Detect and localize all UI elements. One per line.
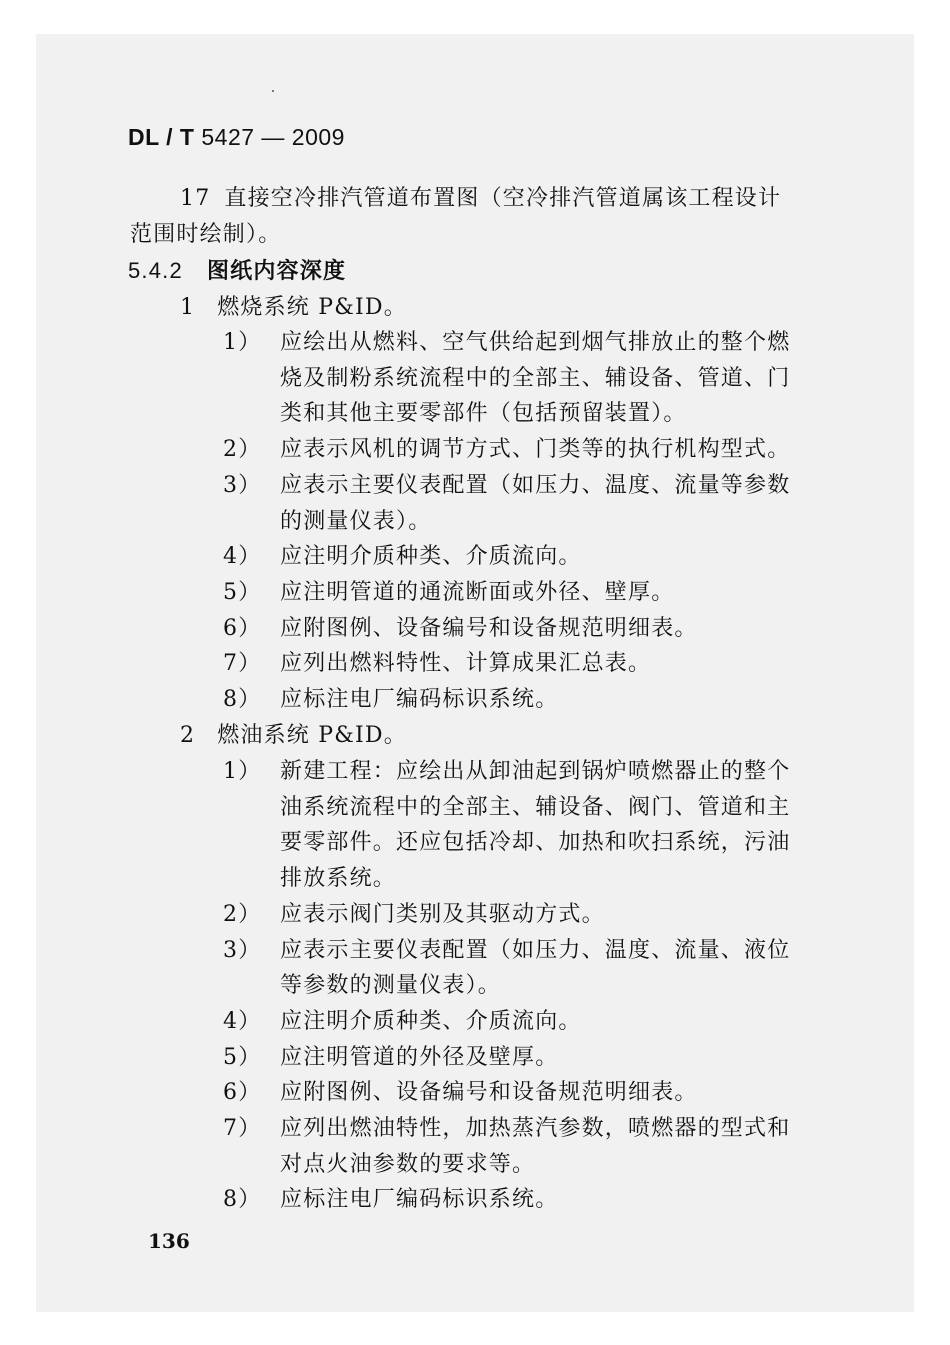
list-item-text: 应注明管道的外径及壁厚。 [280,1044,559,1070]
list-item-number: 2） [223,437,262,463]
list-item-text: 应表示主要仪表配置（如压力、温度、流量、液位 [280,937,791,963]
item-17-line-2: 范围时绘制）。 [130,222,282,247]
scan-speck [272,90,274,92]
list-item-number: 7） [223,651,262,677]
sub-2-heading [180,721,407,751]
list-item-text: 的测量仪表）。 [280,508,432,534]
list-item-text: 应标注电厂编码标识系统。 [280,687,559,712]
section-number: 5.4.2 [128,258,183,283]
list-item-text: 等参数的测量仪表）。 [280,973,502,999]
sub-2-title: 燃油系统 P&ID。 [217,723,407,748]
standard-prefix: DL / T [128,124,195,150]
list-item-text: 新建工程：应绘出从卸油起到锅炉喷燃器止的整个 [280,759,791,784]
list-item-text: 应注明介质种类、介质流向。 [280,1008,582,1034]
standard-header [128,124,345,151]
list-item-number: 3） [223,937,262,963]
list-item-number: 2） [223,901,262,927]
list-item-text: 应附图例、设备编号和设备规范明细表。 [280,615,698,641]
item-17-line-1 [180,184,781,214]
sub-1-number: 1 [180,295,196,320]
list-item-text: 烧及制粉系统流程中的全部主、辅设备、管道、门 [280,365,791,391]
standard-code: 5427 — 2009 [201,124,345,150]
item-17-number: 17 [180,186,211,211]
list-item-text: 应附图例、设备编号和设备规范明细表。 [280,1080,698,1106]
sub-2-number: 2 [180,723,196,748]
list-item-number: 5） [223,579,262,605]
list-item-text: 应列出燃油特性，加热蒸汽参数，喷燃器的型式和 [280,1116,791,1141]
list-item-number: 8） [223,687,262,712]
list-item-text: 对点火油参数的要求等。 [280,1151,536,1177]
sub-1-title: 燃烧系统 P&ID。 [217,295,407,320]
list-item-text: 要零部件。还应包括冷却、加热和吹扫系统，污油 [280,830,791,856]
list-item-number: 4） [223,544,262,570]
section-heading [128,256,346,286]
list-item-number: 3） [223,472,262,498]
list-item-text: 应表示主要仪表配置（如压力、温度、流量等参数 [280,472,791,498]
list-item-number: 5） [223,1044,262,1070]
list-item-text: 排放系统。 [280,866,397,892]
item-17-text: 直接空冷排汽管道布置图（空冷排汽管道属该工程设计 [224,186,782,211]
list-item-text: 油系统流程中的全部主、辅设备、阀门、管道和主 [280,794,791,820]
page-number: 136 [148,1229,190,1253]
list-item-text: 应标注电厂编码标识系统。 [280,1187,559,1213]
list-item-number: 8） [223,1187,262,1213]
list-item-text: 应列出燃料特性、计算成果汇总表。 [280,651,652,677]
list-item-number: 1） [223,759,262,784]
list-item-text: 应表示风机的调节方式、门类等的执行机构型式。 [280,437,791,463]
list-item-number: 7） [223,1116,262,1141]
list-item-text: 应表示阀门类别及其驱动方式。 [280,901,605,927]
list-item-number: 6） [223,615,262,641]
list-item-text: 类和其他主要零部件（包括预留装置）。 [280,401,687,427]
list-item-text: 应注明管道的通流断面或外径、壁厚。 [280,579,675,605]
list-item-text: 应绘出从燃料、空气供给起到烟气排放止的整个燃 [280,330,791,355]
list-item-text: 应注明介质种类、介质流向。 [280,544,582,570]
list-item-number: 6） [223,1080,262,1106]
section-title: 图纸内容深度 [206,258,347,284]
list-item-number: 4） [223,1008,262,1034]
list-item-number: 1） [223,330,262,355]
sub-1-heading [180,293,407,323]
